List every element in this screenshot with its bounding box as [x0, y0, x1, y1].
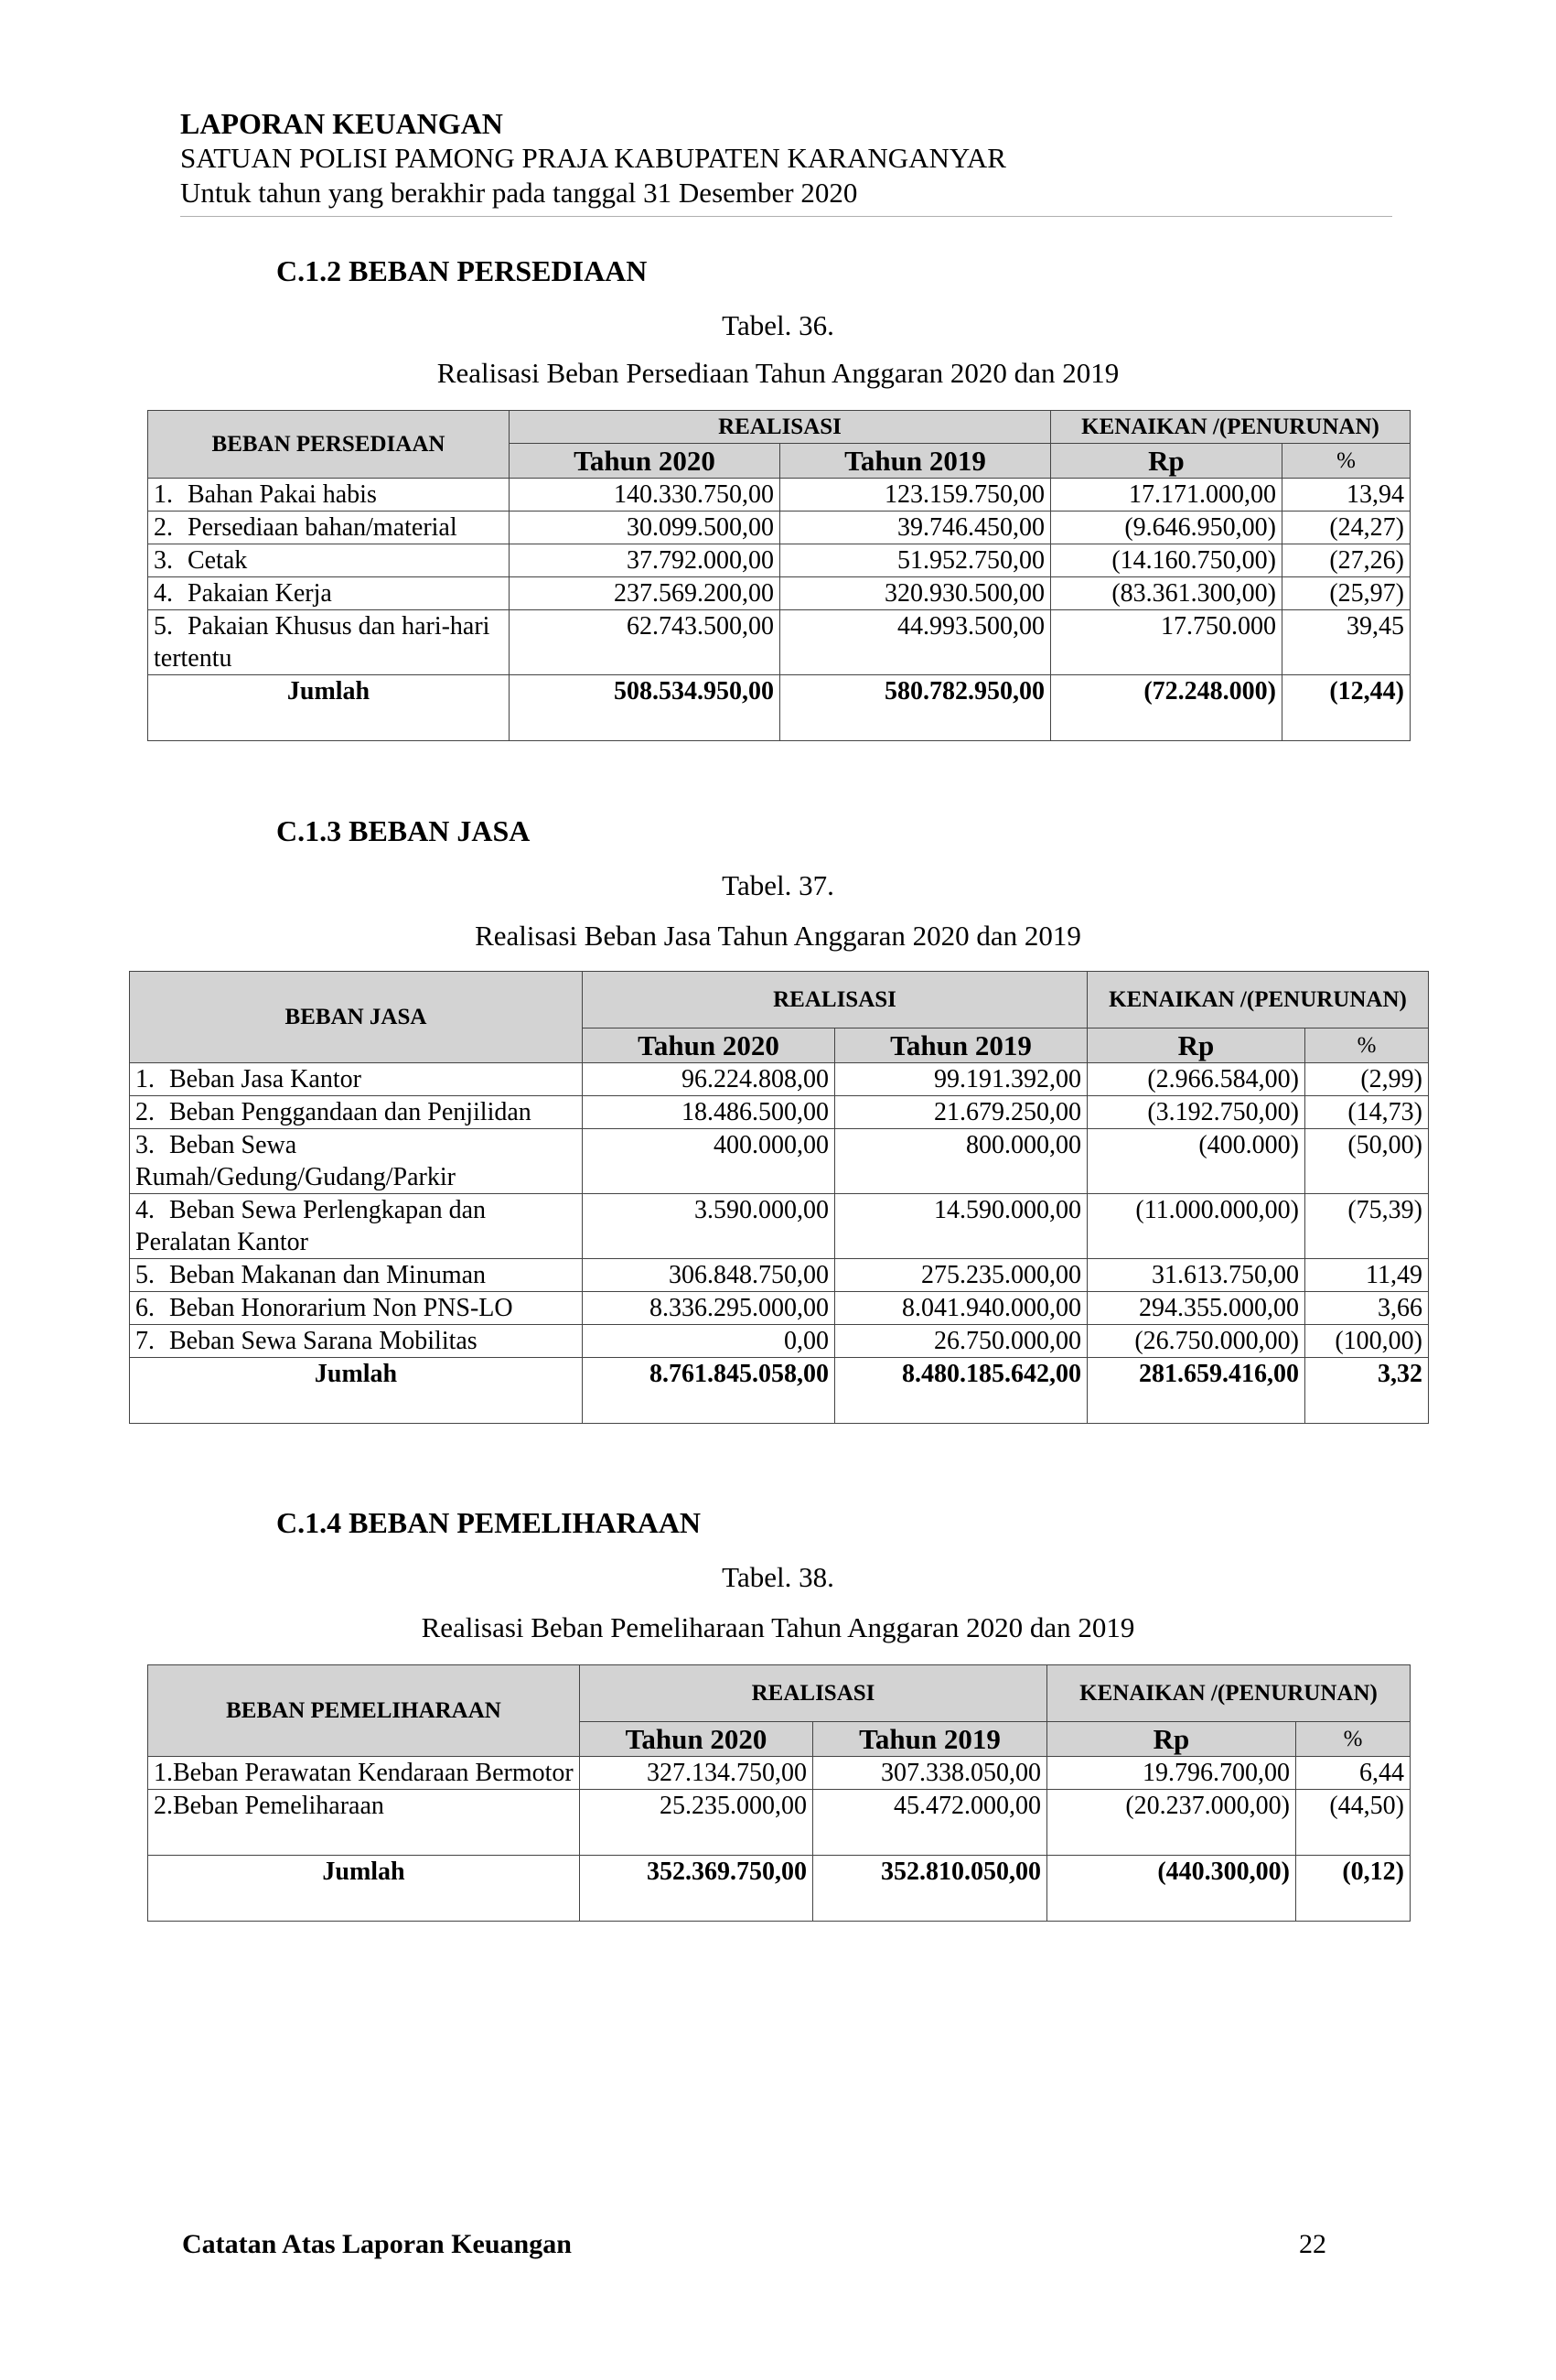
section-heading-pemeliharaan: C.1.4 BEBAN PEMELIHARAAN	[276, 1506, 702, 1539]
cell-pct: (50,00)	[1305, 1129, 1429, 1194]
table-row	[130, 1194, 1429, 1259]
cell-2020: 306.848.750,00	[583, 1259, 835, 1292]
table-row	[148, 610, 1411, 675]
cell-2019: 51.952.750,00	[780, 544, 1051, 577]
section-heading-jasa: C.1.3 BEBAN JASA	[276, 814, 531, 847]
cell-2019: 14.590.000,00	[835, 1194, 1088, 1259]
report-entity: SATUAN POLISI PAMONG PRAJA KABUPATEN KARANGANYAR	[180, 142, 1006, 174]
row-number: 1.	[135, 1065, 155, 1093]
cell-rp: (83.361.300,00)	[1051, 577, 1282, 610]
cell-pct: (24,27)	[1282, 512, 1411, 544]
total-2020: 8.761.845.058,00	[583, 1358, 835, 1424]
col-header-realisasi: REALISASI	[580, 1665, 1047, 1722]
row-label: Beban Perawatan Kendaraan Bermotor	[173, 1759, 574, 1787]
table-row	[130, 1096, 1429, 1129]
cell-2019: 123.159.750,00	[780, 479, 1051, 512]
cell-2020: 25.235.000,00	[580, 1790, 813, 1856]
table-beban-jasa	[129, 971, 1429, 1424]
total-rp: 281.659.416,00	[1088, 1358, 1305, 1424]
section-heading-persediaan: C.1.2 BEBAN PERSEDIAAN	[276, 254, 648, 287]
cell-2019: 39.746.450,00	[780, 512, 1051, 544]
table-beban-persediaan	[147, 410, 1411, 741]
total-label: Jumlah	[130, 1358, 583, 1424]
col-header-2020: Tahun 2020	[510, 444, 780, 479]
cell-2020: 62.743.500,00	[510, 610, 780, 675]
page-number: 22	[1299, 2229, 1326, 2259]
table-caption-36: Realisasi Beban Persediaan Tahun Anggaran 2020 dan 2019	[436, 357, 1120, 389]
total-pct: (12,44)	[1282, 675, 1411, 741]
col-header-2020: Tahun 2020	[580, 1722, 813, 1757]
table-total-row	[148, 675, 1411, 741]
row-label: Bahan Pakai habis	[188, 480, 377, 509]
cell-2019: 45.472.000,00	[813, 1790, 1047, 1856]
table-total-row	[130, 1358, 1429, 1424]
cell-pct: 3,66	[1305, 1292, 1429, 1325]
table-row	[148, 479, 1411, 512]
report-title: LAPORAN KEUANGAN	[180, 107, 503, 140]
cell-rp: 31.613.750,00	[1088, 1259, 1305, 1292]
row-number: 7.	[135, 1327, 155, 1355]
cell-2020: 400.000,00	[583, 1129, 835, 1194]
cell-2020: 3.590.000,00	[583, 1194, 835, 1259]
row-number: 4.	[135, 1196, 155, 1224]
cell-2019: 21.679.250,00	[835, 1096, 1088, 1129]
col-header-realisasi: REALISASI	[583, 972, 1088, 1028]
cell-pct: 11,49	[1305, 1259, 1429, 1292]
cell-pct: (25,97)	[1282, 577, 1411, 610]
table-row	[130, 1292, 1429, 1325]
row-label: Persediaan bahan/material	[188, 513, 457, 542]
table-row	[130, 1129, 1429, 1194]
cell-pct: (14,73)	[1305, 1096, 1429, 1129]
cell-rp: (14.160.750,00)	[1051, 544, 1282, 577]
cell-rp: (400.000)	[1088, 1129, 1305, 1194]
row-label: Cetak	[188, 546, 248, 575]
cell-2019: 320.930.500,00	[780, 577, 1051, 610]
table-row	[130, 1259, 1429, 1292]
cell-2020: 8.336.295.000,00	[583, 1292, 835, 1325]
cell-2020: 0,00	[583, 1325, 835, 1358]
row-label: Pakaian Khusus dan hari-hari tertentu	[154, 612, 490, 673]
row-number: 3.	[154, 546, 173, 575]
cell-2019: 26.750.000,00	[835, 1325, 1088, 1358]
cell-rp: (11.000.000,00)	[1088, 1194, 1305, 1259]
cell-2020: 327.134.750,00	[580, 1757, 813, 1790]
col-header-item: BEBAN JASA	[130, 972, 583, 1063]
row-label: Beban Makanan dan Minuman	[169, 1261, 487, 1289]
row-number: 3.	[135, 1131, 155, 1159]
cell-rp: 17.750.000	[1051, 610, 1282, 675]
header-divider	[180, 216, 1392, 217]
row-number: 5.	[154, 612, 173, 641]
cell-pct: (75,39)	[1305, 1194, 1429, 1259]
row-number: 1.	[154, 1759, 173, 1787]
cell-2020: 96.224.808,00	[583, 1063, 835, 1096]
row-number: 6.	[135, 1294, 155, 1322]
total-pct: 3,32	[1305, 1358, 1429, 1424]
col-header-kenaikan: KENAIKAN /(PENURUNAN)	[1088, 972, 1429, 1028]
table-beban-pemeliharaan	[147, 1664, 1411, 1922]
col-header-kenaikan: KENAIKAN /(PENURUNAN)	[1047, 1665, 1411, 1722]
row-number: 4.	[154, 579, 173, 608]
row-label: Beban Pemeliharaan	[173, 1792, 384, 1820]
table-caption-37: Realisasi Beban Jasa Tahun Anggaran 2020 dan 2019	[475, 920, 1081, 952]
cell-2019: 44.993.500,00	[780, 610, 1051, 675]
table-row	[130, 1325, 1429, 1358]
report-header	[180, 106, 1392, 210]
cell-rp: 294.355.000,00	[1088, 1292, 1305, 1325]
cell-pct: (2,99)	[1305, 1063, 1429, 1096]
total-2020: 508.534.950,00	[510, 675, 780, 741]
cell-pct: (27,26)	[1282, 544, 1411, 577]
cell-2020: 18.486.500,00	[583, 1096, 835, 1129]
col-header-rp: Rp	[1051, 444, 1282, 479]
cell-2019: 800.000,00	[835, 1129, 1088, 1194]
cell-rp: (20.237.000,00)	[1047, 1790, 1296, 1856]
table-caption-38: Realisasi Beban Pemeliharaan Tahun Anggaran 2020 dan 2019	[421, 1611, 1135, 1643]
table-row	[130, 1063, 1429, 1096]
cell-rp: (3.192.750,00)	[1088, 1096, 1305, 1129]
row-label: Pakaian Kerja	[188, 579, 332, 608]
col-header-realisasi: REALISASI	[510, 411, 1051, 444]
total-2019: 352.810.050,00	[813, 1856, 1047, 1922]
cell-pct: 6,44	[1296, 1757, 1411, 1790]
total-pct: (0,12)	[1296, 1856, 1411, 1922]
cell-rp: (26.750.000,00)	[1088, 1325, 1305, 1358]
cell-rp: (9.646.950,00)	[1051, 512, 1282, 544]
total-rp: (72.248.000)	[1051, 675, 1282, 741]
col-header-2019: Tahun 2019	[780, 444, 1051, 479]
table-row	[148, 1790, 1411, 1856]
cell-pct: (100,00)	[1305, 1325, 1429, 1358]
row-number: 5.	[135, 1261, 155, 1289]
cell-2020: 140.330.750,00	[510, 479, 780, 512]
row-label: Beban Sewa Perlengkapan dan Peralatan Kantor	[135, 1196, 486, 1256]
cell-rp: (2.966.584,00)	[1088, 1063, 1305, 1096]
row-number: 2.	[135, 1098, 155, 1126]
cell-rp: 17.171.000,00	[1051, 479, 1282, 512]
cell-rp: 19.796.700,00	[1047, 1757, 1296, 1790]
col-header-rp: Rp	[1047, 1722, 1296, 1757]
row-label: Beban Penggandaan dan Penjilidan	[169, 1098, 531, 1126]
cell-2020: 30.099.500,00	[510, 512, 780, 544]
table-total-row	[148, 1856, 1411, 1922]
col-header-item: BEBAN PERSEDIAAN	[148, 411, 510, 479]
col-header-pct: %	[1305, 1028, 1429, 1063]
cell-2019: 99.191.392,00	[835, 1063, 1088, 1096]
col-header-pct: %	[1296, 1722, 1411, 1757]
table-row	[148, 544, 1411, 577]
table-number-36: Tabel. 36.	[722, 309, 834, 341]
row-number: 2.	[154, 1792, 173, 1820]
row-label: Beban Sewa Rumah/Gedung/Gudang/Parkir	[135, 1131, 456, 1191]
col-header-2020: Tahun 2020	[583, 1028, 835, 1063]
col-header-rp: Rp	[1088, 1028, 1305, 1063]
cell-2019: 275.235.000,00	[835, 1259, 1088, 1292]
cell-pct: (44,50)	[1296, 1790, 1411, 1856]
col-header-2019: Tahun 2019	[813, 1722, 1047, 1757]
table-row	[148, 1757, 1411, 1790]
report-period: Untuk tahun yang berakhir pada tanggal 31 Desember 2020	[180, 177, 858, 209]
row-number: 2.	[154, 513, 173, 542]
col-header-pct: %	[1282, 444, 1411, 479]
row-number: 1.	[154, 480, 173, 509]
row-label: Beban Jasa Kantor	[169, 1065, 361, 1093]
row-label: Beban Sewa Sarana Mobilitas	[169, 1327, 478, 1355]
col-header-item: BEBAN PEMELIHARAAN	[148, 1665, 580, 1757]
total-rp: (440.300,00)	[1047, 1856, 1296, 1922]
total-label: Jumlah	[148, 675, 510, 741]
total-label: Jumlah	[148, 1856, 580, 1922]
col-header-kenaikan: KENAIKAN /(PENURUNAN)	[1051, 411, 1411, 444]
row-label: Beban Honorarium Non PNS-LO	[169, 1294, 513, 1322]
table-row	[148, 577, 1411, 610]
table-number-37: Tabel. 37.	[722, 869, 834, 901]
cell-2020: 237.569.200,00	[510, 577, 780, 610]
total-2020: 352.369.750,00	[580, 1856, 813, 1922]
col-header-2019: Tahun 2019	[835, 1028, 1088, 1063]
cell-pct: 13,94	[1282, 479, 1411, 512]
total-2019: 8.480.185.642,00	[835, 1358, 1088, 1424]
cell-2019: 8.041.940.000,00	[835, 1292, 1088, 1325]
cell-pct: 39,45	[1282, 610, 1411, 675]
table-number-38: Tabel. 38.	[722, 1561, 834, 1593]
table-row	[148, 512, 1411, 544]
total-2019: 580.782.950,00	[780, 675, 1051, 741]
footer-title: Catatan Atas Laporan Keuangan	[182, 2229, 572, 2259]
cell-2019: 307.338.050,00	[813, 1757, 1047, 1790]
cell-2020: 37.792.000,00	[510, 544, 780, 577]
